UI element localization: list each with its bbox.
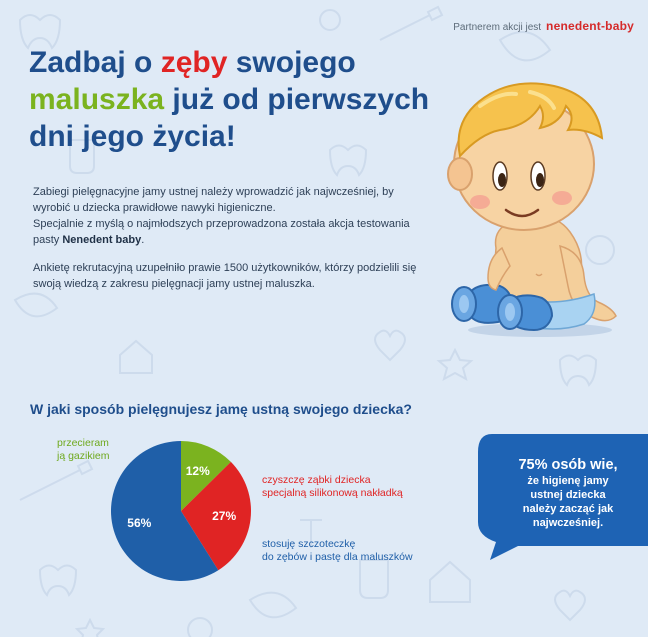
page-title (29, 44, 449, 155)
legend-gauze-line-2: ją gazikiem (57, 450, 110, 462)
callout-line-2: że higienę jamy (527, 475, 609, 487)
pie-chart (110, 440, 252, 582)
callout-line-3: ustnej dziecka (530, 489, 606, 501)
callout-line-4: należy zacząć jak (522, 503, 614, 515)
title-part-3: już od pierwszych (164, 83, 430, 116)
tooth-doodle (40, 566, 76, 596)
callout-text (498, 456, 638, 530)
star-doodle (77, 620, 103, 637)
intro-paragraph-2: Ankietę rekrutacyjną uzupełniło prawie 1500 użytkowników, którzy podzielili się swoją wiedzą z zakresu pielęgnacji jamy ustnej maluszka. (33, 262, 417, 290)
intro-para2-end: . (141, 234, 145, 246)
brand-logo: nenedent-baby (546, 19, 634, 33)
cup-doodle (360, 560, 388, 598)
intro-text (33, 184, 428, 304)
partner-credit (453, 19, 634, 33)
legend-silicone-line-2: specjalną silikonową nakładką (262, 487, 403, 499)
title-highlight-teeth: zęby (160, 46, 228, 79)
callout-line-5: najwcześniej. (532, 517, 604, 529)
chart-title: W jaki sposób pielęgnujesz jamę ustną swojego dziecka? (30, 401, 412, 417)
brush-doodle (20, 461, 92, 500)
leaf-doodle (250, 593, 296, 618)
sun-doodle (188, 618, 212, 637)
title-line-3: dni jego życia! (29, 120, 236, 153)
legend-label-toothbrush (262, 538, 452, 564)
brush-doodle (380, 7, 442, 40)
legend-toothbrush-line-1: stosuję szczoteczkę (262, 538, 356, 550)
star-doodle (439, 350, 471, 379)
legend-label-gauze (57, 437, 127, 463)
pie-label-silicone: 27% (212, 509, 237, 524)
heart-doodle (375, 331, 405, 360)
intro-para2-text: Specjalnie z myślą o najmłodszych przeprowadzona została akcja testowania pasty (33, 218, 410, 246)
intro-para1-text: Zabiegi pielęgnacyjne jamy ustnej należy wprowadzić jak najwcześniej, by wyrobić u dziecka prawidłowe nawyki higieniczne. (33, 186, 394, 214)
legend-silicone-line-1: czyszczę ząbki dziecka (262, 474, 371, 486)
tooth-doodle (560, 356, 596, 386)
baby-illustration (440, 78, 618, 340)
legend-label-silicone (262, 474, 442, 500)
partner-text: Partnerem akcji jest (453, 22, 542, 33)
house-doodle (430, 562, 470, 602)
title-part-2: swojego (227, 46, 356, 79)
legend-gauze-line-1: przecieram (57, 437, 109, 449)
pie-label-gauze: 12% (185, 463, 210, 478)
title-highlight-baby: maluszka (29, 83, 165, 116)
intro-paragraph-1 (33, 184, 428, 248)
leaf-doodle (500, 32, 550, 60)
sun-doodle (320, 10, 340, 30)
callout-line-1: 75% osób wie, (518, 457, 618, 473)
pie-label-toothbrush: 56% (127, 516, 152, 531)
title-part-1: Zadbaj o (29, 46, 161, 79)
heart-doodle (555, 591, 585, 620)
house-doodle (120, 341, 152, 373)
legend-toothbrush-line-2: do zębów i pastę dla maluszków (262, 551, 413, 563)
intro-para2-bold: Nenedent baby (62, 234, 142, 246)
